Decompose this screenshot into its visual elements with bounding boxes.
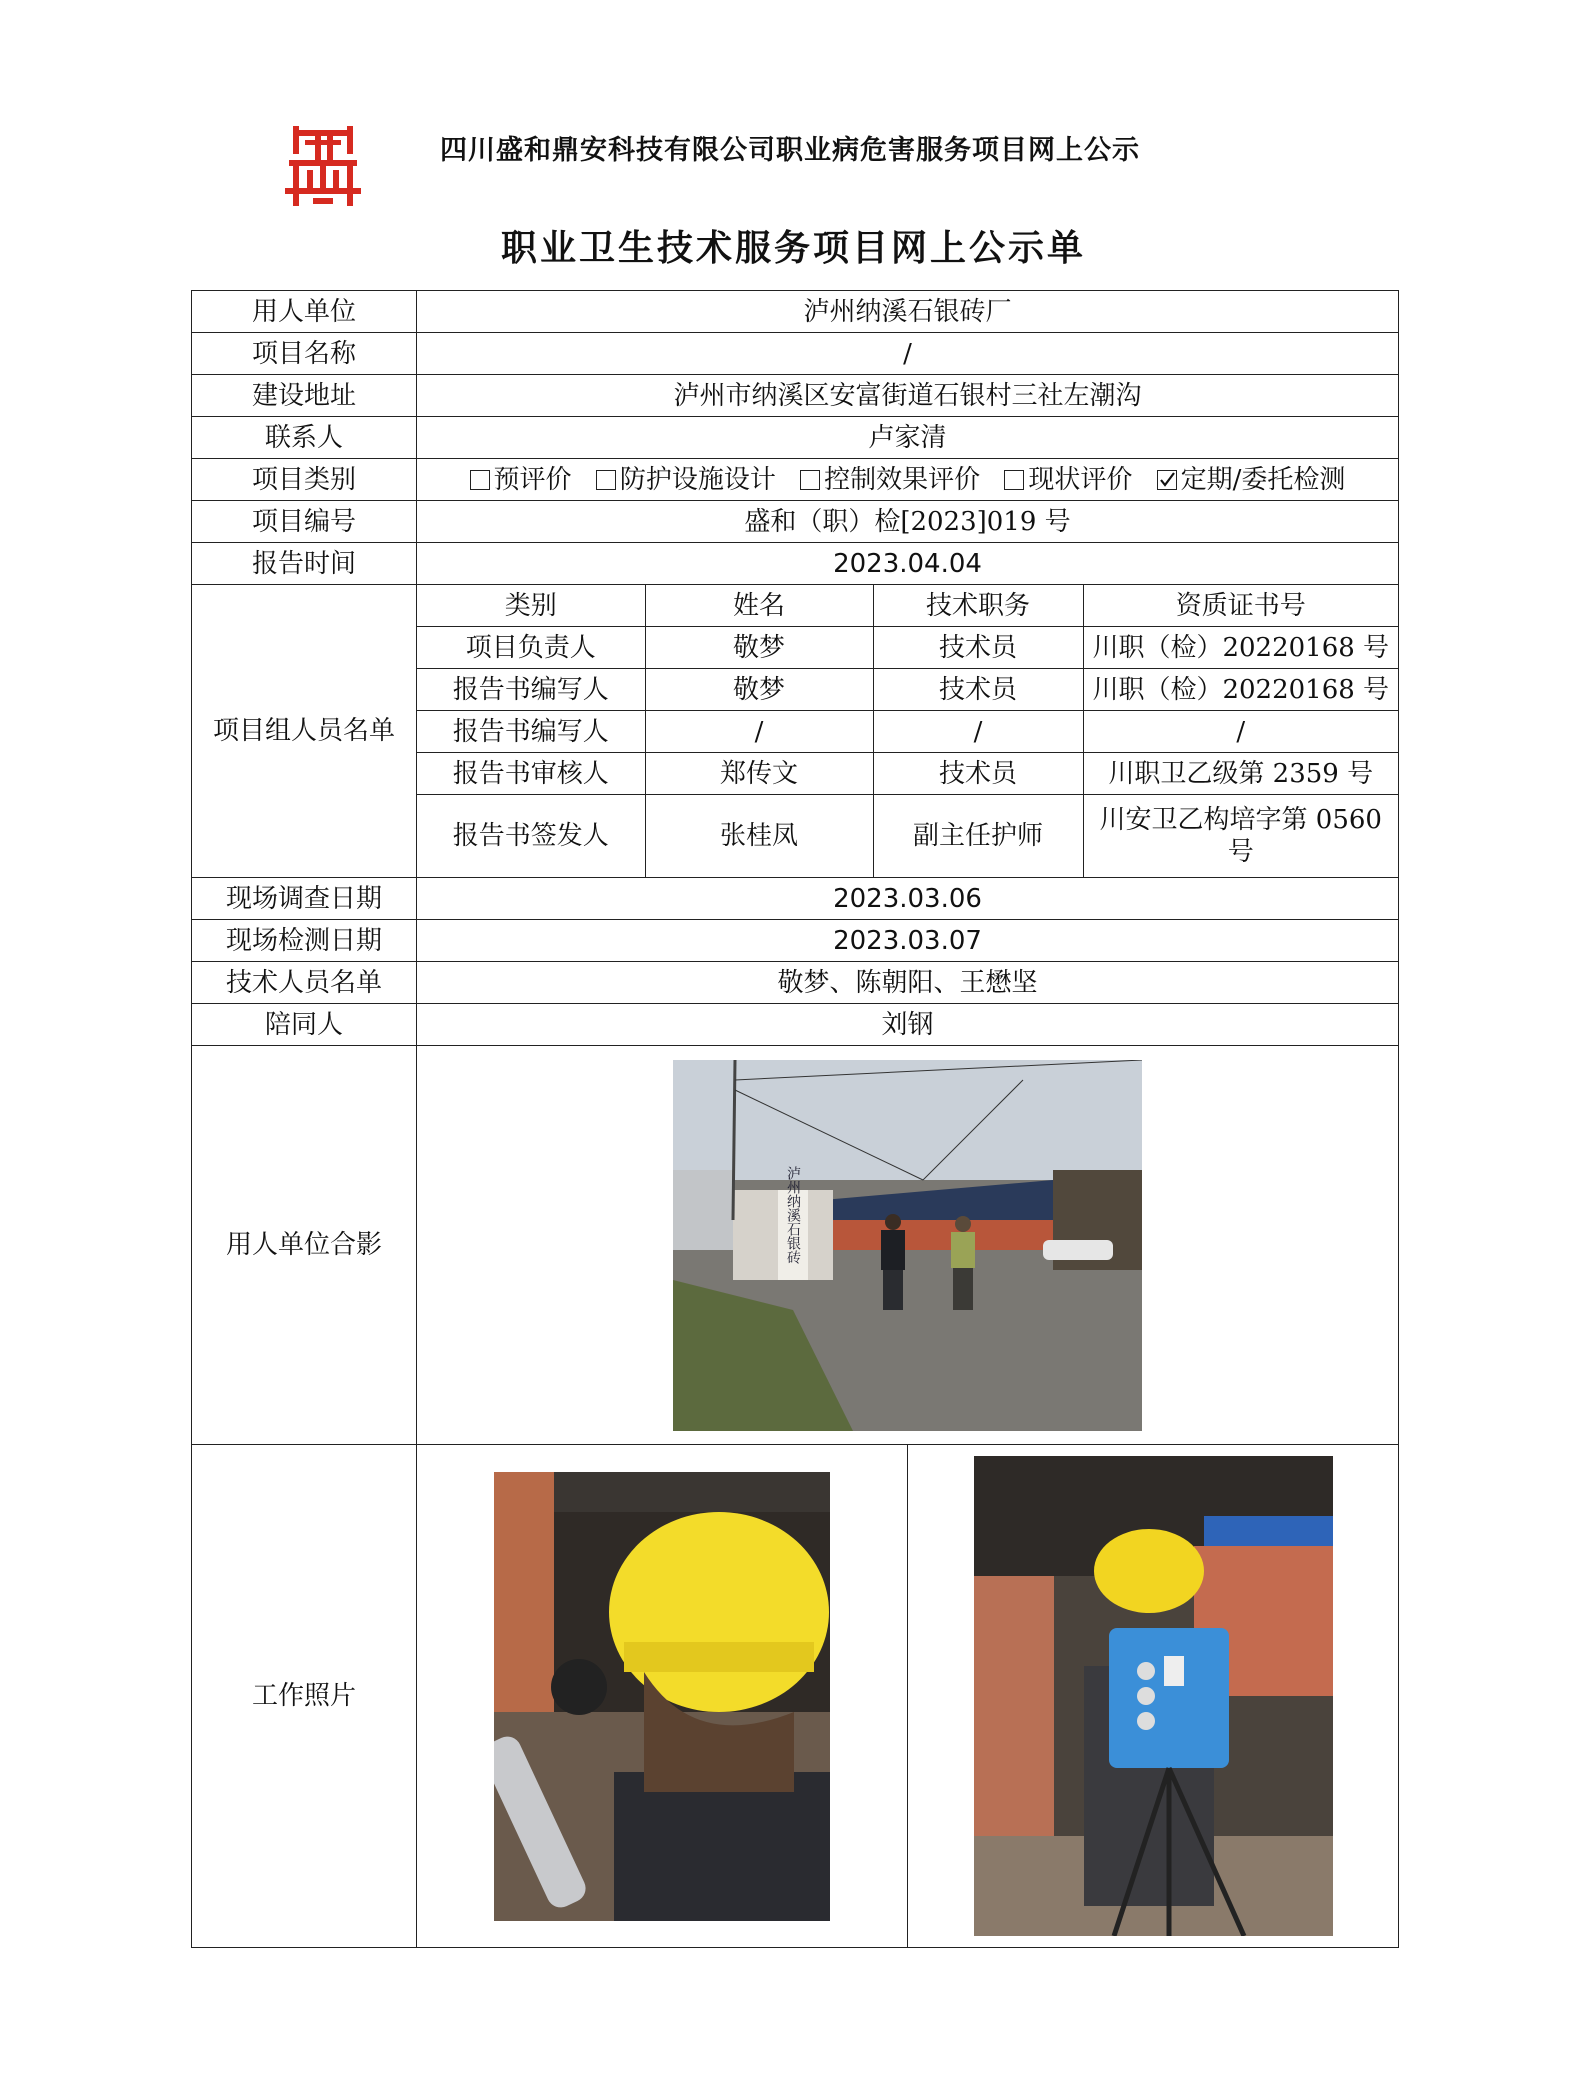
test-date-label: 现场检测日期 [192,920,417,962]
row-work-photos [192,1445,1399,1948]
row-test-date [192,920,1399,962]
team-cell-name: 敬梦 [645,627,873,669]
row-escort [192,1004,1399,1046]
company-logo [285,126,361,206]
address-label: 建设地址 [192,375,417,417]
team-cell [417,585,1399,878]
company-header: 四川盛和鼎安科技有限公司职业病危害服务项目网上公示 [440,135,1140,166]
team-row [417,711,1398,753]
work-photo-cell-right [908,1445,1399,1948]
team-header: 技术职务 [873,585,1083,627]
survey-date-label: 现场调查日期 [192,878,417,920]
project-name-label: 项目名称 [192,333,417,375]
team-row [417,753,1398,795]
project-name-value: / [417,333,1399,375]
row-project-name [192,333,1399,375]
work-photos-label: 工作照片 [192,1445,417,1948]
checkbox-icon [800,470,820,490]
page-title: 职业卫生技术服务项目网上公示单 [500,227,1086,269]
escort-value: 刘钢 [417,1004,1399,1046]
team-header: 资质证书号 [1083,585,1398,627]
team-cell-title: 技术员 [873,627,1083,669]
row-category [192,459,1399,501]
team-cell-name: 敬梦 [645,669,873,711]
row-report-time [192,543,1399,585]
report-time-label: 报告时间 [192,543,417,585]
work-photo-cell-left [417,1445,908,1948]
row-group-photo [192,1046,1399,1445]
row-technicians [192,962,1399,1004]
team-cell-role: 报告书审核人 [417,753,645,795]
test-date-value: 2023.03.07 [417,920,1399,962]
row-employer [192,291,1399,333]
team-cell-title: / [873,711,1083,753]
team-header: 姓名 [645,585,873,627]
group-photo-label: 用人单位合影 [192,1046,417,1445]
team-header: 类别 [504,590,557,621]
team-label: 项目组人员名单 [192,585,417,878]
team-cell-name: 郑传文 [645,753,873,795]
group-photo-cell [417,1046,1399,1445]
contact-value: 卢家清 [417,417,1399,459]
escort-label: 陪同人 [192,1004,417,1046]
team-cell-cert: 川职卫乙级第 2359 号 [1083,753,1398,795]
survey-date-value: 2023.03.06 [417,878,1399,920]
team-cell-title: 技术员 [873,669,1083,711]
team-cell-name: / [645,711,873,753]
category-option: 控制效果评价 [800,465,980,495]
team-cell-cert: / [1083,711,1398,753]
team-cell-cert: 川职（检）20220168 号 [1083,669,1398,711]
team-cell-title: 副主任护师 [873,795,1083,878]
team-cell-title: 技术员 [873,753,1083,795]
team-table [417,585,1398,877]
team-cell-role: 项目负责人 [417,627,645,669]
team-header-row [417,585,1398,627]
row-contact [192,417,1399,459]
row-project-no [192,501,1399,543]
team-cell-role: 报告书编写人 [417,711,645,753]
checked-checkbox-icon [1157,470,1177,490]
group-photo [673,1060,1142,1431]
team-row [417,795,1398,878]
employer-label: 用人单位 [192,291,417,333]
technicians-label: 技术人员名单 [192,962,417,1004]
team-cell-cert: 川安卫乙构培字第 0560 号 [1083,795,1398,878]
work-photo-sound-meter [494,1472,830,1921]
team-row [417,669,1398,711]
project-no-value: 盛和（职）检[2023]019 号 [417,501,1399,543]
checkbox-icon [596,470,616,490]
technicians-value: 敬梦、陈朝阳、王懋坚 [417,962,1399,1004]
team-cell-role: 报告书编写人 [417,669,645,711]
checkbox-icon [1004,470,1024,490]
team-row [417,627,1398,669]
category-options [417,459,1399,501]
employer-value: 泸州纳溪石银砖厂 [417,291,1399,333]
contact-label: 联系人 [192,417,417,459]
row-address [192,375,1399,417]
category-option: 防护设施设计 [596,465,776,495]
category-option: 现状评价 [1004,465,1132,495]
project-no-label: 项目编号 [192,501,417,543]
team-cell-role: 报告书签发人 [417,795,645,878]
category-label: 项目类别 [192,459,417,501]
disclosure-table [191,290,1399,1948]
checkbox-icon [470,470,490,490]
category-option-selected: 定期/委托检测 [1157,465,1346,495]
work-photo-dust-sampler [974,1456,1333,1936]
team-cell-name: 张桂凤 [645,795,873,878]
address-value: 泸州市纳溪区安富街道石银村三社左潮沟 [417,375,1399,417]
report-time-value: 2023.04.04 [417,543,1399,585]
category-option: 预评价 [470,465,572,495]
row-team [192,585,1399,878]
row-survey-date [192,878,1399,920]
team-cell-cert: 川职（检）20220168 号 [1083,627,1398,669]
factory-sign-text: 泸州纳溪石银砖 [785,1165,801,1264]
